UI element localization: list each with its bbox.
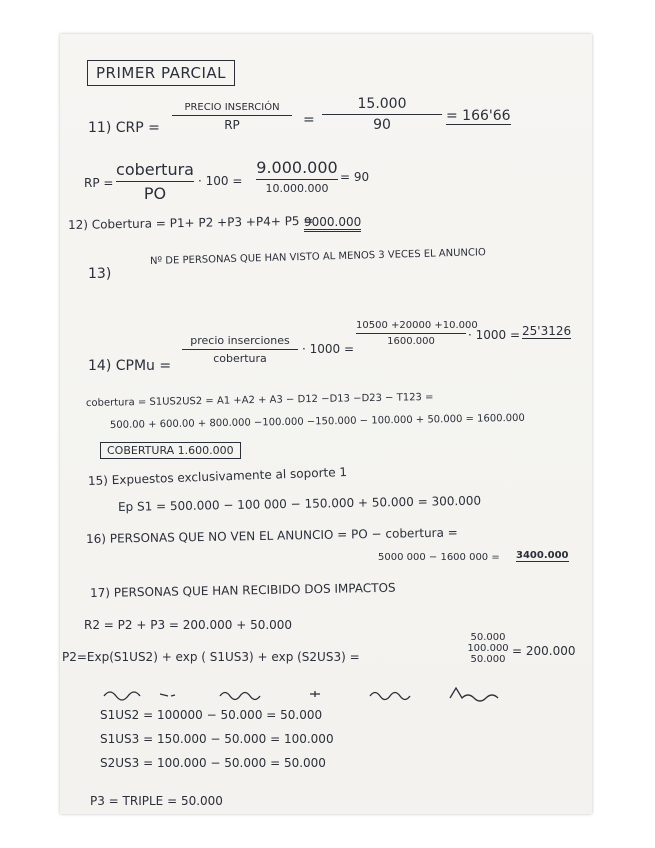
q15-line-1: 15) Expuestos exclusivamente al soporte 1 xyxy=(87,464,348,488)
q11-frac2-denominator: 90 xyxy=(373,117,391,133)
q14-fraction-2 xyxy=(356,320,478,347)
rp-fraction-2 xyxy=(256,158,338,195)
q14-frac2-numerator: 10500 +20000 +10.000 xyxy=(356,320,478,331)
q11-frac1-numerator: PRECIO INSERCIÓN xyxy=(184,102,280,113)
q11-frac1-denominator: RP xyxy=(224,118,240,132)
q14-frac2-denominator: 1600.000 xyxy=(387,336,435,347)
q17-stack-1: 50.000 xyxy=(470,632,506,643)
q14-frac1-numerator: precio inserciones xyxy=(190,334,290,347)
q17-line-3a: P2=Exp(S1US2) + exp ( S1US3) + exp (S2US3) = xyxy=(62,650,360,664)
rp-fraction-1 xyxy=(116,160,194,203)
rp-frac1-denominator: PO xyxy=(143,184,167,203)
calc-row-1: S1US2 = 100000 − 50.000 = 50.000 xyxy=(100,708,323,722)
crossed-out-scribble xyxy=(100,684,520,704)
calc-row-3: S2US3 = 100.000 − 50.000 = 50.000 xyxy=(100,756,326,770)
q11-fraction-1 xyxy=(172,102,292,132)
q16-line-1: 16) PERSONAS QUE NO VEN EL ANUNCIO = PO − cobertura = xyxy=(85,525,458,546)
q17-line-3b: = 200.000 xyxy=(512,644,576,658)
q15-line-2: Ep S1 = 500.000 − 100 000 − 150.000 + 50.000 = 300.000 xyxy=(117,493,482,514)
p3-line: P3 = TRIPLE = 50.000 xyxy=(90,794,223,808)
rp-frac2-denominator: 10.000.000 xyxy=(265,182,329,195)
q14-label: 14) CPMu = xyxy=(88,358,172,374)
q17-line-2: R2 = P2 + P3 = 200.000 + 50.000 xyxy=(84,618,293,632)
q14-fraction-1 xyxy=(182,334,298,365)
q11-result: = 166'66 xyxy=(446,108,511,124)
q16-result: 3400.000 xyxy=(516,550,569,561)
cobertura-boxed-total: COBERTURA 1.600.000 xyxy=(100,442,241,459)
q17-stack-3: 50.000 xyxy=(470,654,506,665)
q11-label: 11) CRP = xyxy=(88,120,160,136)
q17-line-1: 17) PERSONAS QUE HAN RECIBIDO DOS IMPACTOS xyxy=(89,580,396,600)
rp-result: = 90 xyxy=(340,170,370,184)
q11-fraction-2 xyxy=(322,96,442,133)
rp-frac2-numerator: 9.000.000 xyxy=(256,158,338,177)
q17-stack-2: 100.000 xyxy=(467,643,509,654)
q17-stacked-values xyxy=(466,632,510,665)
q14-result: 25'3126 xyxy=(522,324,572,338)
rp-label: RP = xyxy=(84,176,114,190)
page-title: PRIMER PARCIAL xyxy=(87,60,235,86)
q11-frac2-numerator: 15.000 xyxy=(357,96,407,112)
q14-frac1-denominator: cobertura xyxy=(213,352,267,365)
q16-line-2: 5000 000 − 1600 000 = xyxy=(378,552,500,563)
q13-label: 13) xyxy=(88,266,112,282)
q14-multiply: · 1000 = xyxy=(302,342,355,356)
calc-row-2: S1US3 = 150.000 − 50.000 = 100.000 xyxy=(100,732,334,746)
notebook-page xyxy=(60,34,592,814)
q12-result: 9000.000 xyxy=(304,215,361,232)
q14-tail: · 1000 = xyxy=(468,328,521,342)
q12-text: 12) Cobertura = P1+ P2 +P3 +P4+ P5 = xyxy=(67,213,314,232)
rp-multiply: · 100 = xyxy=(198,174,243,188)
q13-text: Nº DE PERSONAS QUE HAN VISTO AL MENOS 3 VECES EL ANUNCIO xyxy=(149,247,486,267)
cobertura-line-2: 500.00 + 600.00 + 800.000 −100.000 −150.000 − 100.000 + 50.000 = 1600.000 xyxy=(109,412,525,431)
rp-frac1-numerator: cobertura xyxy=(116,160,194,179)
cobertura-line-1: cobertura = S1US2US2 = A1 +A2 + A3 − D12 −D13 −D23 − T123 = xyxy=(85,391,434,409)
q11-equals: = xyxy=(303,112,315,128)
